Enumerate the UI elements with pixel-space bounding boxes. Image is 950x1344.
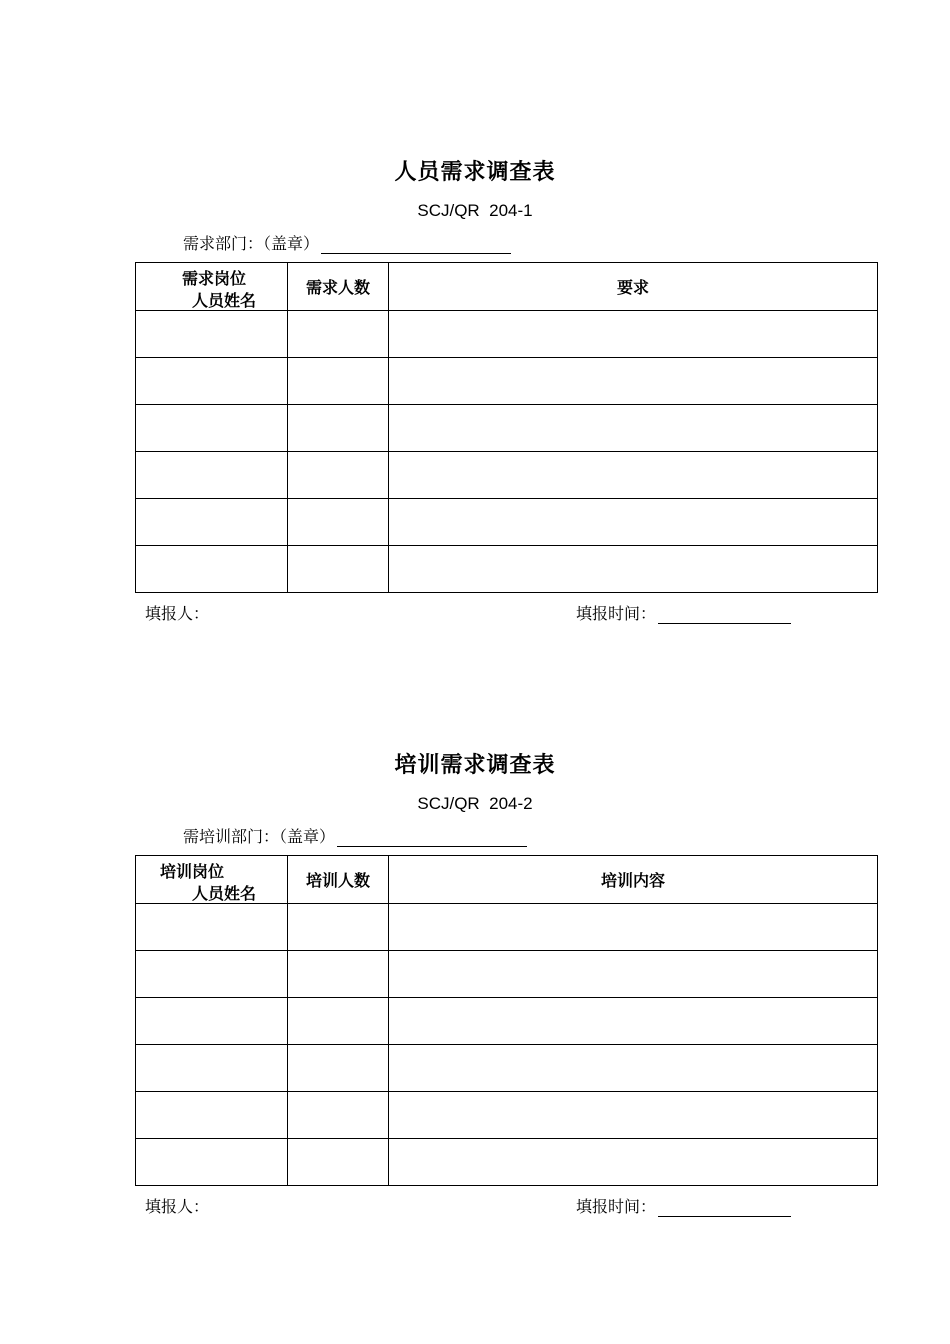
- header-count: 培训人数: [288, 856, 389, 904]
- form-title: 人员需求调查表: [394, 160, 556, 185]
- table-cell[interactable]: [288, 1092, 389, 1139]
- demand-table: [135, 262, 878, 593]
- table-cell[interactable]: [288, 998, 389, 1045]
- table-cell[interactable]: [136, 998, 288, 1045]
- table-row: [136, 904, 878, 951]
- table-cell[interactable]: [288, 546, 389, 593]
- date-blank-field[interactable]: [658, 1198, 791, 1217]
- table-cell[interactable]: [136, 405, 288, 452]
- table-row: [136, 452, 878, 499]
- table-cell[interactable]: [136, 358, 288, 405]
- table-cell[interactable]: [288, 358, 389, 405]
- filler-label: 填报人：: [145, 604, 210, 623]
- department-blank-field[interactable]: [321, 235, 511, 254]
- table-cell[interactable]: [288, 452, 389, 499]
- table-cell[interactable]: [389, 358, 878, 405]
- table-cell[interactable]: [389, 452, 878, 499]
- table-row: [136, 1139, 878, 1186]
- header-name-label: 人员姓名: [192, 291, 257, 310]
- filler-label: 填报人：: [145, 1197, 210, 1216]
- table-cell[interactable]: [136, 951, 288, 998]
- table-cell[interactable]: [389, 998, 878, 1045]
- table-cell[interactable]: [389, 499, 878, 546]
- diagonal-header-cell: [136, 263, 288, 311]
- table-cell[interactable]: [389, 405, 878, 452]
- table-row: [136, 405, 878, 452]
- table-row: [136, 1092, 878, 1139]
- table-header-row: [136, 856, 878, 904]
- table-cell[interactable]: [136, 904, 288, 951]
- table-cell[interactable]: [389, 1092, 878, 1139]
- table-cell[interactable]: [288, 1045, 389, 1092]
- table-row: [136, 1045, 878, 1092]
- table-row: [136, 546, 878, 593]
- department-row: [183, 231, 511, 254]
- table-cell[interactable]: [136, 311, 288, 358]
- table-header-row: [136, 263, 878, 311]
- header-training-content: 培训内容: [389, 856, 878, 904]
- date-row: [576, 1194, 791, 1217]
- date-blank-field[interactable]: [658, 605, 791, 624]
- form-code: SCJ/QR 204-1: [417, 201, 533, 220]
- date-row: [576, 601, 791, 624]
- table-cell[interactable]: [136, 1045, 288, 1092]
- table-row: [136, 358, 878, 405]
- table-cell[interactable]: [389, 1045, 878, 1092]
- department-blank-field[interactable]: [337, 828, 527, 847]
- form-title: 培训需求调查表: [394, 753, 556, 778]
- table-row: [136, 499, 878, 546]
- department-row: [183, 824, 527, 847]
- diagonal-header-cell: [136, 856, 288, 904]
- department-label: 需培训部门：（盖章）: [183, 827, 336, 846]
- form-code: SCJ/QR 204-2: [417, 794, 533, 813]
- table-cell[interactable]: [136, 499, 288, 546]
- header-position-label: 需求岗位: [182, 269, 247, 288]
- table-cell[interactable]: [389, 1139, 878, 1186]
- department-label: 需求部门：（盖章）: [183, 234, 320, 253]
- table-cell[interactable]: [136, 1139, 288, 1186]
- header-count: 需求人数: [288, 263, 389, 311]
- table-cell[interactable]: [288, 405, 389, 452]
- table-cell[interactable]: [389, 311, 878, 358]
- table-cell[interactable]: [136, 546, 288, 593]
- table-row: [136, 951, 878, 998]
- table-cell[interactable]: [288, 311, 389, 358]
- date-label: 填报时间：: [576, 1197, 657, 1216]
- date-label: 填报时间：: [576, 604, 657, 623]
- table-cell[interactable]: [389, 951, 878, 998]
- table-cell[interactable]: [136, 452, 288, 499]
- table-cell[interactable]: [136, 1092, 288, 1139]
- table-cell[interactable]: [389, 546, 878, 593]
- table-cell[interactable]: [389, 904, 878, 951]
- table-cell[interactable]: [288, 1139, 389, 1186]
- header-position-label: 培训岗位: [160, 862, 225, 881]
- table-cell[interactable]: [288, 499, 389, 546]
- training-table: [135, 855, 878, 1186]
- header-requirements: 要求: [389, 263, 878, 311]
- table-cell[interactable]: [288, 951, 389, 998]
- table-cell[interactable]: [288, 904, 389, 951]
- table-row: [136, 311, 878, 358]
- header-name-label: 人员姓名: [192, 884, 257, 903]
- table-row: [136, 998, 878, 1045]
